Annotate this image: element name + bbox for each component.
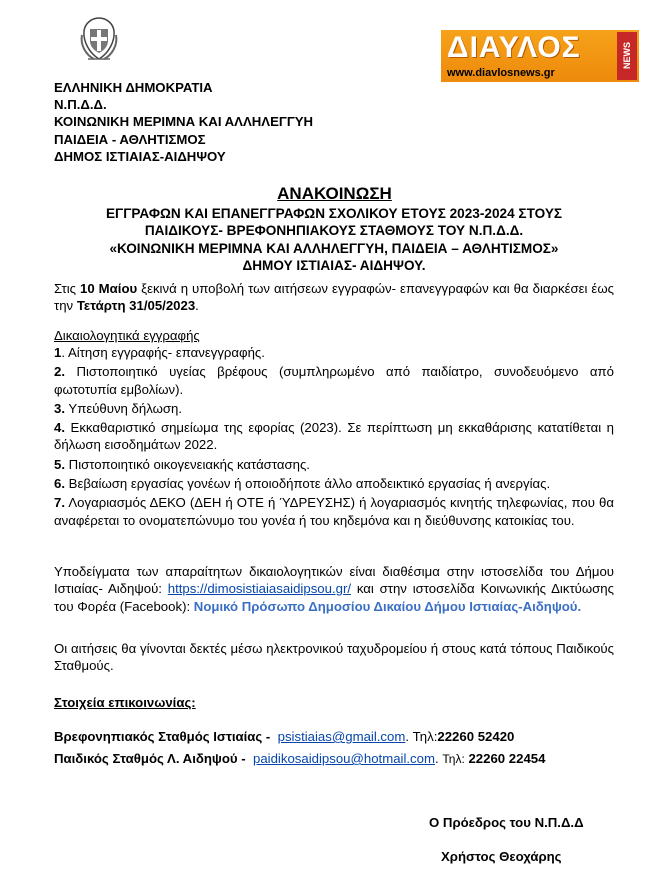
subtitle-line: «ΚΟΙΝΩΝΙΚΗ ΜΕΡΙΜΝΑ ΚΑΙ ΑΛΛΗΛΕΓΓΥΗ, ΠΑΙΔΕΙΑ – ΑΘΛΗΤΙΣΜΟΣ» bbox=[109, 240, 559, 256]
contact-heading: Στοιχεία επικοινωνίας: bbox=[54, 695, 196, 710]
subtitle-line: ΠΑΙΔΙΚΟΥΣ- ΒΡΕΦΟΝΗΠΙΑΚΟΥΣ ΣΤΑΘΜΟΥΣ ΤΟΥ Ν.Π.Δ.Δ. bbox=[144, 223, 524, 239]
org-line: ΔΗΜΟΣ ΙΣΤΙΑΙΑΣ-ΑΙΔΗΨΟΥ bbox=[54, 148, 226, 164]
intro-text: . bbox=[195, 298, 199, 314]
intro-text: ξεκινά η υποβολή των αιτήσεων εγγραφών- επανεγγραφών και θα διαρκέσει έως την bbox=[54, 281, 614, 314]
organization-header bbox=[54, 79, 313, 165]
contact-name: Βρεφονηπιακός Σταθμός Ιστιαίας - bbox=[54, 729, 271, 744]
contact-phone: 22260 22454 bbox=[468, 751, 546, 766]
submission-paragraph: Οι αιτήσεις θα γίνονται δεκτές μέσω ηλεκτρονικού ταχυδρομείου ή στους κατά τόπους Παιδικούς Σταθμούς. bbox=[54, 641, 614, 674]
document-subtitle bbox=[40, 205, 628, 274]
contact-row bbox=[54, 728, 629, 745]
org-line: ΠΑΙΔΕΙΑ - ΑΘΛΗΤΙΣΜΟΣ bbox=[54, 131, 206, 147]
item-number: 7. bbox=[54, 495, 65, 511]
facebook-page-name[interactable]: Νομικό Πρόσωπο Δημοσίου Δικαίου Δήμου Ιστιαίας-Αιδηψού. bbox=[193, 598, 582, 614]
list-item bbox=[54, 363, 614, 398]
intro-paragraph bbox=[54, 280, 614, 315]
phone-label: Τηλ: bbox=[442, 752, 465, 766]
org-line: Ν.Π.Δ.Δ. bbox=[54, 97, 107, 113]
item-number: 3. bbox=[54, 400, 65, 416]
signature-name: Χρήστος Θεοχάρης bbox=[441, 849, 562, 864]
item-number: 6. bbox=[54, 476, 65, 492]
intro-text: Στις bbox=[54, 281, 81, 296]
municipality-website-link[interactable]: https://dimosistiaiasaidipsou.gr/ bbox=[167, 581, 352, 597]
item-text: Βεβαίωση εργασίας γονέων ή οποιοδήποτε άλλο αποδεικτικό εργασίας ή ανεργίας. bbox=[65, 476, 551, 492]
contact-separator: . bbox=[405, 729, 413, 744]
item-number: 5. bbox=[54, 456, 65, 472]
list-item bbox=[54, 344, 614, 361]
samples-text: και στην ιστοσελίδα Κοινωνικής Δικτύωσης του Φορέα (Facebook): bbox=[54, 581, 614, 614]
subtitle-line: ΔΗΜΟΥ ΙΣΤΙΑΙΑΣ- ΑΙΔΗΨΟΥ. bbox=[242, 257, 426, 273]
item-text: Εκκαθαριστικό σημείωμα της εφορίας (2023). Σε περίπτωση μη εκκαθάρισης κατατίθεται η δήλωση εισοδημάτων 2022. bbox=[54, 420, 614, 453]
list-item bbox=[54, 494, 614, 529]
item-text: Υπεύθυνη δήλωση. bbox=[65, 400, 183, 416]
item-number: 4. bbox=[54, 420, 65, 436]
item-text: Πιστοποιητικό οικογενειακής κατάστασης. bbox=[65, 456, 310, 472]
samples-text: Υποδείγματα των απαραίτητων δικαιολογητικών είναι διαθέσιμα στην ιστοσελίδα του Δήμου Ιστιαίας- Αιδηψού: bbox=[54, 564, 614, 597]
start-date: 10 Μαίου bbox=[80, 281, 138, 296]
list-item bbox=[54, 419, 614, 454]
greek-coat-of-arms-icon bbox=[76, 15, 122, 63]
end-date: Τετάρτη 31/05/2023 bbox=[76, 298, 196, 314]
contact-email-link[interactable]: psistiaias@gmail.com bbox=[277, 729, 406, 744]
contact-row bbox=[54, 750, 629, 768]
document-title: ΑΝΑΚΟΙΝΩΣΗ bbox=[277, 184, 392, 203]
contact-phone: 22260 52420 bbox=[437, 729, 515, 744]
subtitle-line: ΕΓΓΡΑΦΩΝ ΚΑΙ ΕΠΑΝΕΓΓΡΑΦΩΝ ΣΧΟΛΙΚΟΥ ΕΤΟΥΣ 2023-2024 ΣΤΟΥΣ bbox=[105, 206, 563, 221]
org-line: ΕΛΛΗΝΙΚΗ ΔΗΜΟΚΡΑΤΙΑ bbox=[54, 80, 213, 95]
logo-url: www.diavlosnews.gr bbox=[447, 67, 555, 79]
documents-list bbox=[54, 344, 614, 529]
list-item bbox=[54, 400, 614, 417]
signature-role: Ο Πρόεδρος του Ν.Π.Δ.Δ bbox=[429, 815, 584, 830]
diavlos-news-logo bbox=[441, 30, 639, 82]
logo-title: ΔΙΑΥΛΟΣ bbox=[447, 31, 581, 64]
item-text: Λογαριασμός ΔΕΚΟ (ΔΕΗ ή ΟΤΕ ή ΎΔΡΕΥΣΗΣ) ή λογαριασμός κινητής τηλεφωνίας, που θα αναφέρεται το ονοματεπώνυμο του γονέα ή του κηδεμόνα και η διεύθυνσης κατοικίας του. bbox=[54, 495, 614, 528]
item-number: 2. bbox=[54, 364, 65, 380]
contact-email-link[interactable]: paidikosaidipsou@hotmail.com bbox=[252, 751, 435, 766]
org-line: ΚΟΙΝΩΝΙΚΗ ΜΕΡΙΜΝΑ ΚΑΙ ΑΛΛΗΛΕΓΓΥΗ bbox=[54, 114, 314, 130]
list-item bbox=[54, 475, 614, 492]
contact-name: Παιδικός Σταθμός Λ. Αιδηψού - bbox=[54, 751, 246, 766]
samples-paragraph bbox=[54, 563, 614, 615]
contact-separator: . bbox=[434, 751, 443, 766]
list-item bbox=[54, 456, 614, 473]
phone-label: Τηλ: bbox=[412, 729, 438, 744]
item-text: Πιστοποιητικό υγείας βρέφους (συμπληρωμένο από παιδίατρο, συνοδευόμενο από φωτοτυπία εμβολίων). bbox=[54, 364, 614, 397]
logo-side: NEWS bbox=[617, 32, 637, 80]
item-number: 1 bbox=[54, 345, 62, 360]
documents-heading: Δικαιολογητικά εγγραφής bbox=[54, 328, 200, 343]
item-text: . Αίτηση εγγραφής- επανεγγραφής. bbox=[61, 345, 265, 360]
